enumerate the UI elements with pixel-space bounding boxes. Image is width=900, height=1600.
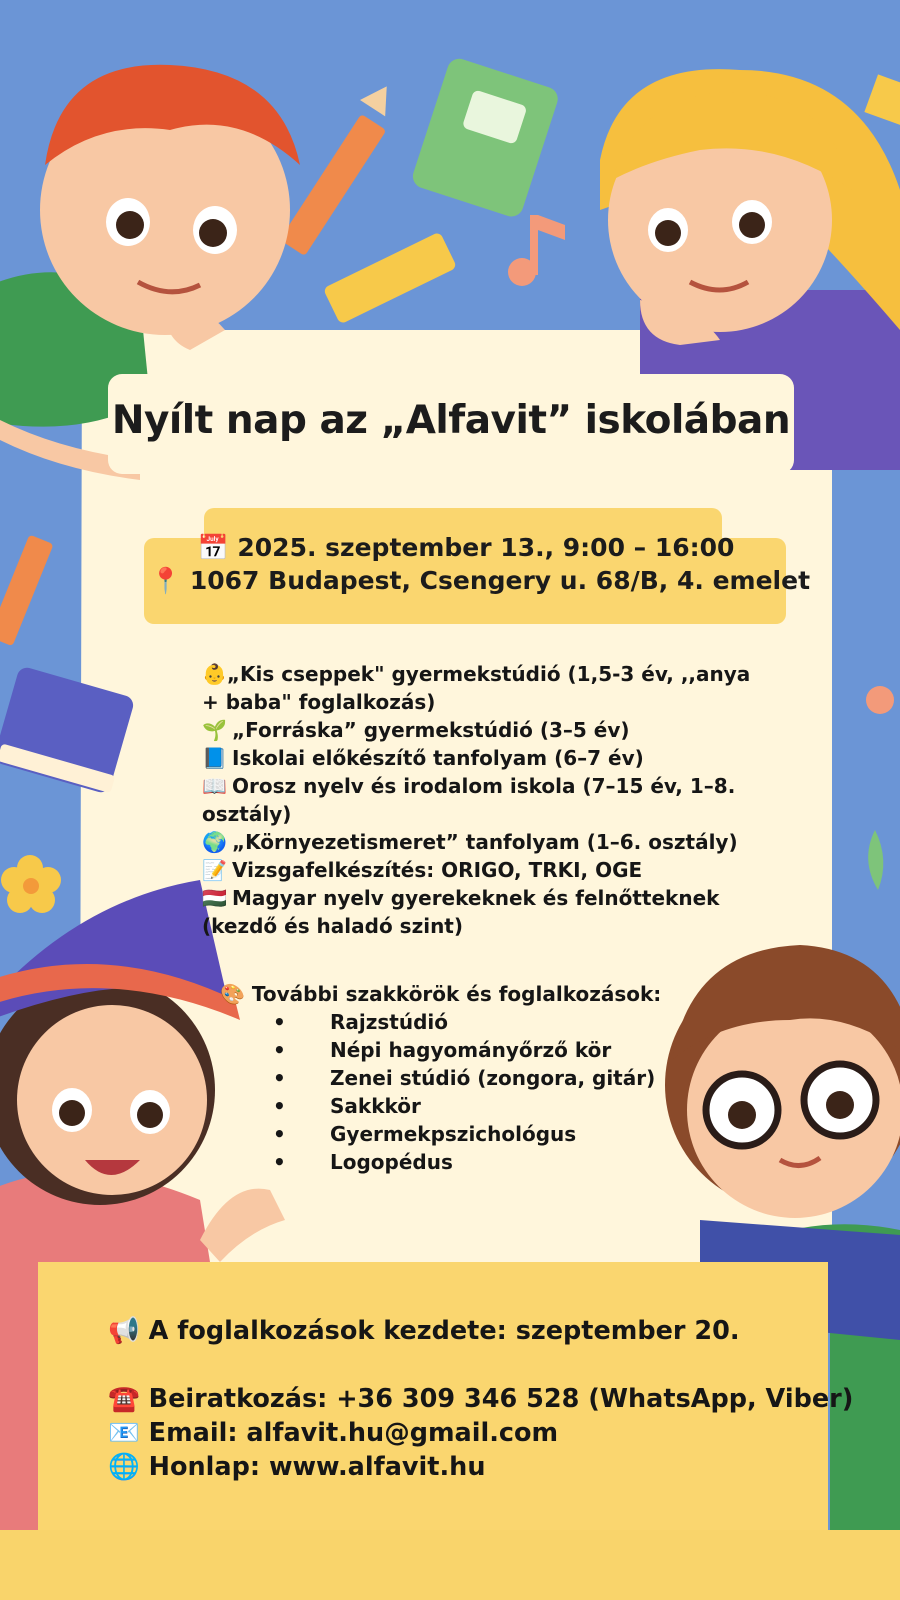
email-line[interactable]: [108, 1418, 558, 1448]
start-date-line: [108, 1316, 740, 1346]
phone-text[interactable]: Beiratkozás: +36 309 346 528 (WhatsApp, Viber): [148, 1384, 854, 1414]
ruler-icon: [323, 232, 457, 325]
course-text: „Forráska” gyermekstúdió (3–5 év): [232, 718, 630, 742]
palette-icon: 🎨: [220, 982, 245, 1006]
list-item: • Zenei stúdió (zongora, gitár): [220, 1064, 680, 1092]
page-title: Nyílt nap az „Alfavit” iskolában: [111, 398, 791, 443]
email-text[interactable]: Email: alfavit.hu@gmail.com: [148, 1418, 559, 1448]
footer-strip: [0, 1530, 900, 1600]
course-text: Magyar nyelv gyerekeknek és felnőtteknek (kezdő és haladó szint): [202, 886, 720, 938]
course-item: [202, 856, 762, 884]
phone-line[interactable]: [108, 1384, 853, 1414]
open-book-icon: 📖: [202, 774, 227, 798]
globe-web-icon: 🌐: [108, 1452, 140, 1482]
event-date: [150, 533, 782, 563]
list-item: • Logopédus: [220, 1148, 680, 1176]
email-icon: 📧: [108, 1418, 140, 1448]
event-address-text: 1067 Budapest, Csengery u. 68/B, 4. emelet: [189, 566, 811, 595]
website-text[interactable]: Honlap: www.alfavit.hu: [148, 1452, 486, 1482]
extras-list: [220, 1008, 680, 1176]
blue-book-icon: 📘: [202, 746, 227, 770]
course-item: [202, 660, 762, 716]
leaf-right-icon: [868, 830, 883, 890]
list-item: • Népi hagyományőrző kör: [220, 1036, 680, 1064]
pencil-top-icon: [280, 78, 400, 256]
website-line[interactable]: [108, 1452, 485, 1482]
course-list: [202, 660, 762, 940]
seedling-icon: 🌱: [202, 718, 227, 742]
memo-icon: 📝: [202, 858, 227, 882]
list-item: • Sakkkör: [220, 1092, 680, 1120]
list-item: • Gyermekpszichológus: [220, 1120, 680, 1148]
music-note-icon: [508, 215, 565, 286]
start-date-text: A foglalkozások kezdete: szeptember 20.: [148, 1316, 740, 1346]
baby-icon: 👶: [202, 662, 227, 686]
event-address: [150, 566, 811, 596]
course-item: [202, 828, 762, 856]
course-item: [202, 884, 762, 940]
hungary-flag-icon: 🇭🇺: [202, 886, 227, 910]
orange-dot-icon: [866, 686, 894, 714]
course-text: „Kis cseppek" gyermekstúdió (1,5-3 év, ,,anya + baba" foglalkozás): [202, 662, 751, 714]
course-item: [202, 716, 762, 744]
extras-section: [220, 980, 680, 1176]
extras-heading-text: További szakkörök és foglalkozások:: [251, 982, 662, 1006]
extras-heading: [220, 980, 680, 1008]
course-item: [202, 772, 762, 828]
calendar-icon: 📅: [197, 533, 229, 562]
notebook-green-icon: [410, 56, 561, 220]
course-text: Orosz nyelv és irodalom iskola (7–15 év, 1–8. osztály): [202, 774, 736, 826]
course-text: Iskolai előkészítő tanfolyam (6–7 év): [232, 746, 644, 770]
course-text: Vizsgafelkészítés: ORIGO, TRKI, OGE: [232, 858, 643, 882]
flower-icon: [1, 855, 61, 913]
course-item: [202, 744, 762, 772]
pencil-left-icon: [0, 535, 54, 647]
megaphone-icon: 📢: [108, 1316, 140, 1346]
telephone-icon: ☎️: [108, 1384, 140, 1414]
course-text: „Környezetismeret” tanfolyam (1–6. osztály): [232, 830, 738, 854]
ruler-corner-icon: [864, 74, 900, 125]
event-date-text: 2025. szeptember 13., 9:00 – 16:00: [237, 533, 735, 562]
globe-icon: 🌍: [202, 830, 227, 854]
location-pin-icon: 📍: [150, 566, 182, 595]
list-item: • Rajzstúdió: [220, 1008, 680, 1036]
